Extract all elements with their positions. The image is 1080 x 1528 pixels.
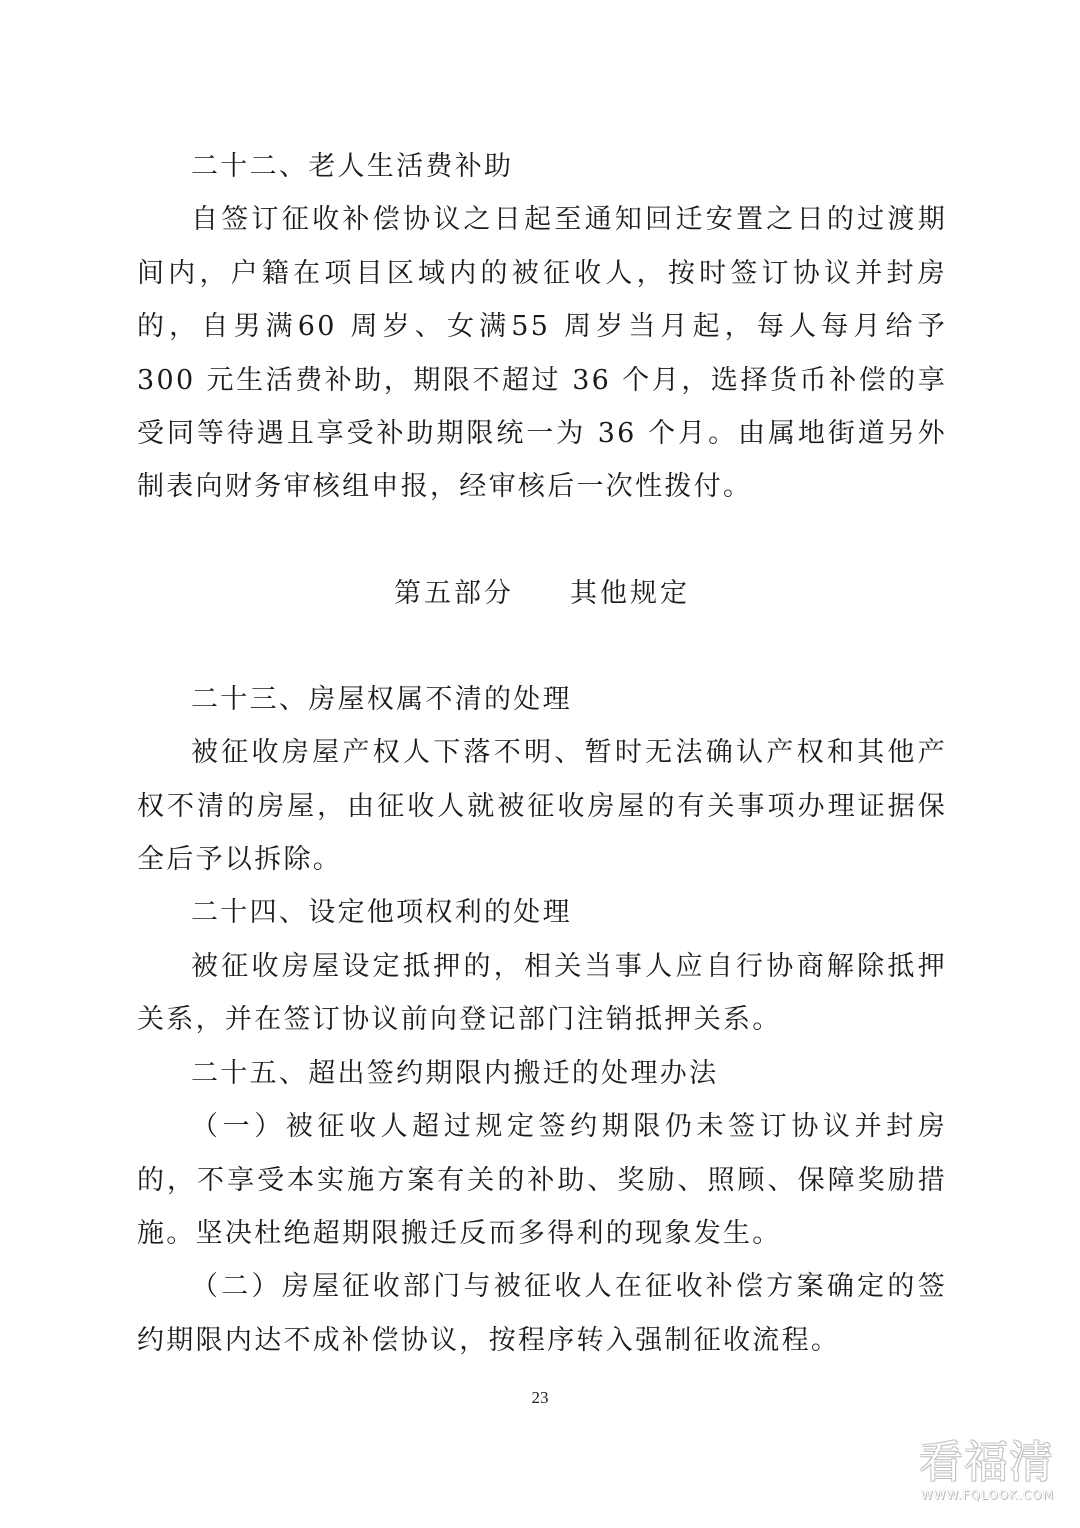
heading-24: 二十四、设定他项权利的处理 [191,897,572,929]
paragraph-23: 被征收房屋产权人下落不明、暂时无法确认产权和其他产权不清的房屋，由征收人就被征收房屋的有关事项办理证据保全后予以拆除。 [137,737,947,876]
section-title-name: 其他规定 [570,577,690,609]
watermark-logo [904,1438,1054,1508]
heading-22: 二十二、老人生活费补助 [191,151,514,182]
section-title [137,567,947,620]
paragraph-25-1: （一）被征收人超过规定签约期限仍未签订协议并封房的，不享受本实施方案有关的补助、奖励、照顾、保障奖励措施。坚决杜绝超期限搬迁反而多得利的现象发生。 [137,1111,947,1249]
heading-25: 二十五、超出签约期限内搬迁的处理办法 [191,1057,719,1089]
paragraph-24: 被征收房屋设定抵押的，相关当事人应自行协商解除抵押关系，并在签订协议前向登记部门注销抵押关系。 [137,950,947,1036]
watermark-url: WWW.FQLOOK.COM [920,1488,1054,1502]
heading-23: 二十三、房屋权属不清的处理 [191,683,572,715]
watermark-text: 看福清 [919,1437,1054,1488]
section-title-part: 第五部分 [394,577,514,609]
paragraph-22: 自签订征收补偿协议之日起至通知回迁安置之日的过渡期间内，户籍在项目区域内的被征收人，按时签订协议并封房的，自男满60 周岁、女满55 周岁当月起，每人每月给予 300 元生活费补助，期限不超过 36 个月，选择货币补偿的享受同等待遇且享受补助期限统一为 36 个月。由属地街道另外制表向财务审核组申报，经审核后一次性拨付。 [137,204,947,503]
document-body [137,140,947,1367]
paragraph-25-2: （二）房屋征收部门与被征收人在征收补偿方案确定的签约期限内达不成补偿协议，按程序转入强制征收流程。 [137,1271,947,1356]
page-number: 23 [531,1388,549,1407]
